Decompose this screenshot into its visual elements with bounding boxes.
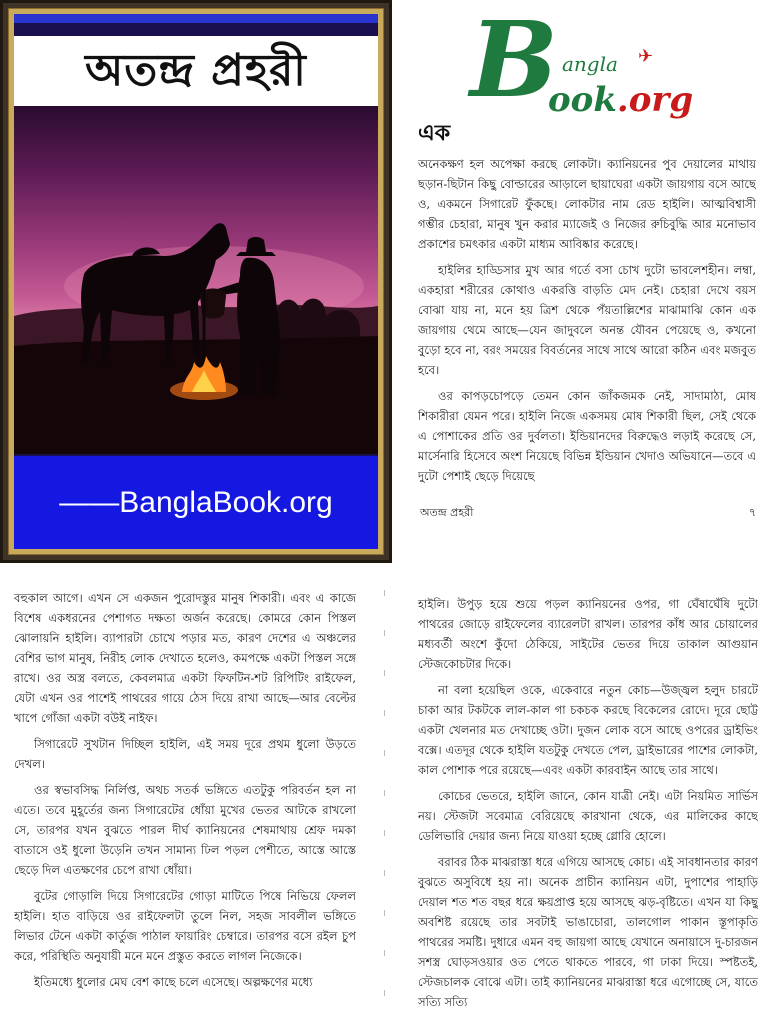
logo-bottom-word: ook.org [548, 80, 694, 120]
banglabook-logo[interactable] [470, 0, 740, 132]
cover-site-name: ——BanglaBook.org [59, 486, 333, 519]
paragraph: অনেকক্ষণ হল অপেক্ষা করছে লোকটা। ক্যানিয়নের পুব দেয়ালের মাথায় ছড়ান-ছিটান কিছু বোল্ডারের আড়ালে ছায়াঘেরা একটা জায়গায় বসে আছে ও, একমনে সিগারেট ফুঁকছে। লোকটার নাম রেড হাইলি। আত্মবিশ্বাসী গম্ভীর চেহারা, মানুষ খুন করার ম্যাজেই ও নিজের রুচিবুদ্ধি আর মনোভাব প্রকাশের চমৎকার একটা মাধ্যম আবিষ্কার করেছে। [418, 157, 756, 251]
paragraph: ওর কাপড়চোপড়ে তেমন কোন জাঁকজমক নেই, সাদামাঠা, মোষ শিকারীরা যেমন পরে। হাইলি নিজে একসময় মোষ শিকারী ছিল, সেই থেকে এ পোশাকের প্রতি ওর দুর্বলতা। ইন্ডিয়ানদের বিরুদ্ধেও লড়াই করেছে সে, মার্সেনারি হিসেবে অংশ নিয়েছে বিভিন্ন ইন্ডিয়ান খেদাও অভিযানে—তবে এ দুটো পেশাই ছেড়ে দিয়েছে [418, 389, 756, 483]
running-title: অতন্দ্র প্রহরী [420, 506, 474, 519]
cover-illustration [14, 106, 378, 454]
book-cover [14, 14, 378, 549]
page-text-bottom-right [418, 594, 758, 1020]
paragraph: কোচের ভেতরে, হাইলি জানে, কোন যাত্রী নেই। এটা নিয়মিত সার্ভিস নয়। স্টেজটা সবেমাত্র বেরিয়েছে কারখানা থেকে, এর মালিকের কাছে ডেলিভারি দেয়ার জন্য নিয়ে যাওয়া হচ্ছে গ্লোরি হোলে। [418, 789, 758, 843]
paragraph: বরাবর ঠিক মাঝরাস্তা ধরে এগিয়ে আসছে কোচ। এই সাবধানতার কারণ বুঝতে অসুবিধে হয় না। অনেক প্রাচীন ক্যানিয়ন এটা, দুপাশের পাহাড়ি দেয়াল শত শত বছর ধরে ক্ষয়প্রাপ্ত হয়ে আসছে ঝড়-বৃষ্টিতে। এখন যা কিছু অবশিষ্ট রয়েছে তার সবটাই ভাঙাচোরা, তালগোল পাকান স্তূপাকৃতি পাথরের সমষ্টি। দুধারে এমন বহু জায়গা আছে যেখানে অনায়াসে দু-চারজন সশস্ত্র ঘোড়সওয়ার ওত পেতে থাকতে পারবে, গা ঢাকা দিয়ে। স্পষ্টতই, স্টেজচালক বোঝে এটা। তাই ক্যানিয়নের মাঝরাস্তা ধরে এগোচ্ছে সে, যাতে সত্যি সত্যি [418, 855, 758, 1009]
cover-site-band [14, 456, 378, 549]
page-text-top-right [418, 154, 756, 494]
page-gutter [384, 590, 385, 1010]
bird-icon: ✈ [638, 46, 654, 67]
paragraph: বহুকাল আগে। এখন সে একজন পুরোদস্তুর মানুষ শিকারী। এবং এ কাজে বিশেষ একধরনের পেশাগত দক্ষতা অর্জন করেছে। কোমরে কোন পিস্তল ঝোলায়নি হাইলি। ব্যাপারটা চোখে পড়ার মত, কারণ দেশের এ অঞ্চলের বেশির ভাগ মানুষ, নিরীহ লোক দেখাতে হলেও, কমপক্ষে একটা পিস্তল সঙ্গে রাখে। ওর অস্ত্র বলতে, কেবলমাত্র একটা ফিফটিন-শট রিপিটিং রাইফেল, যেটা এখন ওর পাশেই পাথরের গায়ে ঠেস দিয়ে রাখা আছে—আর বেল্টের খাপে গোঁজা একটা বউই নাইফ। [14, 591, 356, 725]
paragraph: বুটের গোড়ালি দিয়ে সিগারেটের গোড়া মাটিতে পিষে নিভিয়ে ফেলল হাইলি। হাত বাড়িয়ে ওর রাইফেলটা তুলে নিল, সহজ সাবলীল ভঙ্গিতে লিভার টেনে একটা কার্তুজ পাঠাল ফায়ারিং চেম্বারে। তারপর বসে রইল চুপ করে, পরিস্থিতি অনুযায়ী মনে মনে প্রস্তুত করতে লাগল নিজেকে। [14, 889, 356, 963]
paragraph: হাইলির হাড্ডিসার মুখ আর গর্তে বসা চোখ দুটো ভাবলেশহীন। লম্বা, একহারা শরীরের কোথাও একরত্তি বাড়তি মেদ নেই। চেহারা দেখে বয়স বোঝা যায় না, মনে হয় ত্রিশ থেকে পঁয়তাল্লিশের মাঝামাঝি কোন এক জায়গায় থেমে আছে—যেন জাদুবলে অনন্ত যৌবন পেয়েছে ও, কখনো বুড়ো হবে না, বরং সময়ের বিবর্তনের সাথে সাথে আরো কঠিন এবং মজবুত হবে। [418, 263, 756, 377]
logo-big-letter: B [470, 0, 558, 121]
logo-top-word: angla [562, 52, 618, 76]
paragraph: না বলা হয়েছিল ওকে, একেবারে নতুন কোচ—উজ্জ্বল হলুদ চারটে চাকা আর টকটকে লাল-কাল গা চকচক করছে বিকেলের রোদে। দূরে ছোট্ট একটা খেলনার মত দেখাচ্ছে ওটা। দুজন লোক বসে আছে ওপরের ড্রাইভিং বক্সে। এতদূর থেকে হাইলি যতটুকু দেখতে পেল, ড্রাইভারের পাশের লোকটা, কাল পোশাক পরে রয়েছে—এবং একটা কারবাইন আছে তার সাথে। [418, 683, 758, 777]
paragraph: ইতিমধ্যে ধুলোর মেঘ বেশ কাছে চলে এসেছে। অল্পক্ষণের মধ্যে [34, 975, 313, 989]
cover-photo-cowboy-horse-sunset [14, 106, 378, 454]
page-text-bottom-left [14, 588, 356, 1020]
paragraph: হাইলি। উপুড় হয়ে শুয়ে পড়ল ক্যানিয়নের ওপর, গা ঘেঁষাঘেঁষি দুটো পাথরের জোড়ে রাইফেলের ব্যারেলটা রাখল। তারপর কাঁধ আর চোয়ালের মধ্যবর্তী অংশে কুঁদো ঠেকিয়ে, সাইটের ভেতর দিয়ে তাকাল আগুয়ান স্টেজকোচটার দিকে। [418, 597, 758, 671]
cover-title-band [14, 36, 378, 106]
chapter-heading: এক [418, 120, 451, 146]
logo-suffix: .org [616, 80, 694, 120]
paragraph: ওর স্বভাবসিদ্ধ নির্লিপ্ত, অথচ সতর্ক ভঙ্গিতে এতটুকু পরিবর্তন হল না এতে। তবে মুহূর্তের জন্য সিগারেটের ধোঁয়া মুখের ভেতর আটকে রাখলো সে, তারপর যখন বুঝতে পারল দীর্ঘ ক্যানিয়নের শেষমাথায় শ্রেফ দমকা বাতাসে ওই ধুলো উড়েনি তখন সামান্য ঢিল পড়ল পেশীতে, আস্তে আস্তে ছেড়ে দিল এতক্ষণের চেপে রাখা ধোঁয়া। [14, 783, 356, 877]
paragraph: সিগারেটে সুখটান দিচ্ছিল হাইলি, এই সময় দূরে প্রথম ধুলো উড়তে দেখল। [14, 737, 356, 771]
page-footer [418, 504, 756, 524]
page-number: ৭ [748, 506, 756, 519]
cover-title: অতন্দ্র প্রহরী [85, 45, 307, 96]
cover-top-stripe [14, 14, 378, 23]
